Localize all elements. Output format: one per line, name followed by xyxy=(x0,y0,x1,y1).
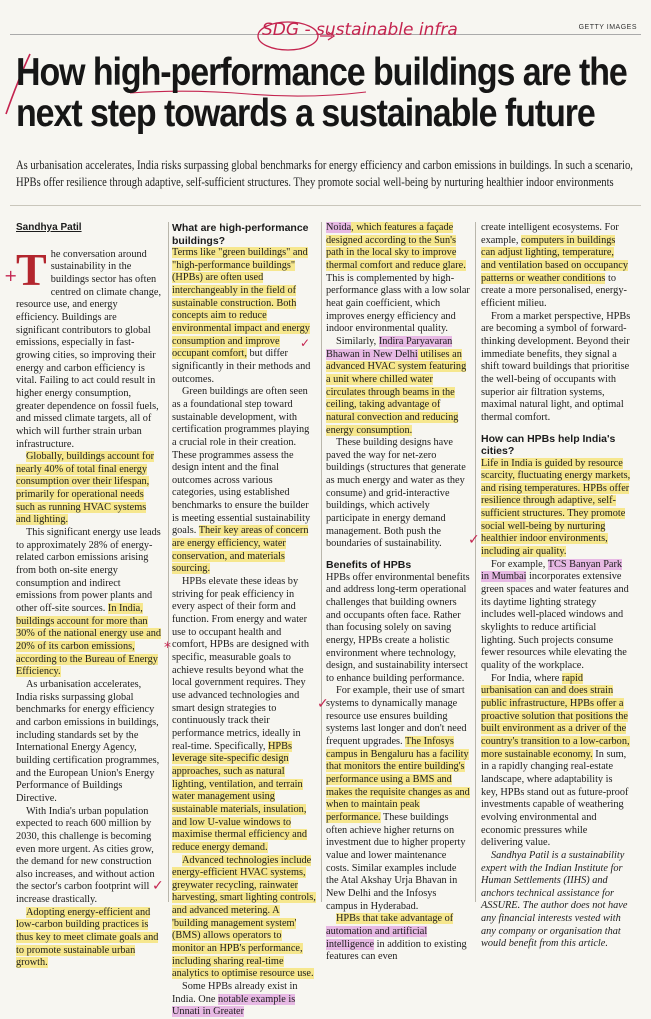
highlighted-text: TCS Banyan Park in Mumbai xyxy=(481,558,623,583)
highlighted-text: Noida xyxy=(326,222,352,233)
paragraph: As urbanisation accelerates, India risks surpassing global benchmarks for energy efficiency and carbon emissions in buildings, including standards set by the International Energy Agency, building certification programmes, and the European Union's Energy Performance of Buildings Directive. xyxy=(16,678,160,804)
handwritten-annotation xyxy=(262,20,458,40)
paragraph: Green buildings are often seen as a foundational step toward sustainable development, with certification programmes playing a crucial role in their creation. These programmes assess the design intent and the final outcomes across various categories, using established benchmarks to ensure the builder is meeting essential sustainability goals. xyxy=(172,386,311,537)
highlighted-text: notable example is Unnati in Greater xyxy=(172,993,296,1018)
highlighted-text: Both concepts aim to reduce environmental impact and energy consumption and improve occupant comfort, xyxy=(172,297,310,360)
paragraph: but differ significantly in their methods and outcomes. xyxy=(172,348,311,385)
photo-credit: GETTY IMAGES xyxy=(578,24,637,31)
highlighted-text: The Infosys campus in Bengaluru has a facility that monitors the entire building's performance using a BMS and makes the requisite changes as and when to maintain peak performance. xyxy=(326,736,470,824)
paragraph: Similarly, xyxy=(336,335,379,347)
annotation-text: SDG - sustainable infra xyxy=(262,20,458,40)
article-headline: How high-performance buildings are the next step towards a sustainable future xyxy=(16,51,627,135)
section-heading: Benefits of HPBs xyxy=(326,559,412,572)
highlighted-text: Advanced technologies include energy-efficient HVAC systems, greywater recycling, rainwater harvesting, smart lighting controls, and advanced metering. xyxy=(172,854,316,917)
section-heading: How can HPBs help India's cities? xyxy=(481,432,616,457)
highlighted-text: rapid urbanisation can and does strain public infrastructure, HPBs offer a proactive solution that positions the built environment as a driver of the country's transition to a low-carbon, more sustainable economy. xyxy=(481,672,630,760)
paragraph: HPBs elevate these ideas by striving for peak efficiency in every aspect of their form and function. From energy and water use to occupant health and comfort, HPBs are designed with specific, measurable goals to achieve results beyond what the local government requires. They use advanced technologies and smart design strategies to continuously track their performance metrics, ideally in real-time. Specifically, xyxy=(172,576,309,752)
highlighted-text: Globally, buildings account for nearly 40% of total final energy consumption over their lifespan, primarily for operational needs such as running HVAC systems and lighting. xyxy=(16,451,155,526)
margin-tick-icon: ✓ xyxy=(468,532,480,548)
drop-cap: T xyxy=(16,243,47,295)
paragraph: With India's urban population expected to reach 600 million by 2030, this challenge is becoming even more urgent. As cities grow, the demand for new construction also increases, and without action the sector's carbon footprint will increase drastically. xyxy=(16,805,155,906)
paragraph: These building designs have paved the way for net-zero buildings (structures that generate as much energy and water as they consume) and grid-interactive buildings, which actively participate in energy demand management. Both push the boundaries of sustainability. xyxy=(326,437,466,550)
highlighted-text: Indira Paryavaran Bhawan in New Delhi xyxy=(326,335,453,360)
margin-plus-icon: + xyxy=(4,266,18,285)
paragraph: From a market perspective, HPBs are becoming a symbol of forward-thinking development. Beyond their immediate benefits, they signal a shift toward buildings that prioritise the well-being of occupants with superior air filtration systems, maximal natural light, and optimal thermal comfort. xyxy=(481,310,631,423)
author-bio: Sandhya Patil is a sustainability expert with the Indian Institute for Human Settlements (IIHS) and anchors technical assistance for ASSURE. The author does not have any financial interests vested with any company or organisation that would benefit from this article. xyxy=(481,849,628,950)
column-rule xyxy=(321,222,322,902)
paragraph: For India, where xyxy=(491,672,562,684)
paragraph: HPBs offer environmental benefits and address long-term operational challenges that building owners and occupants often face. Rather than focusing solely on saving energy, HPBs create a holistic environment where technology, design, and sustainability intersect to enhance building performance. xyxy=(326,571,470,684)
margin-star-icon: * xyxy=(164,640,171,656)
paragraph: For example, their use of smart systems to dynamically manage resource use ensures building systems last longer and don't need frequent upgrades. xyxy=(326,685,467,748)
highlighted-text: In India, buildings account for more than 30% of the national energy use and 20% of its carbon emissions, according to the Bureau of Energy Efficiency. xyxy=(16,603,162,678)
highlighted-text: Life in India is guided by resource scarcity, fluctuating energy markets, and rising temperatures. HPBs offer resilience through adaptive, self-sufficient structures. They promote social well-being by nurturing healthier indoor environments, including air quality. xyxy=(481,457,631,558)
highlighted-text: utilises an advanced HVAC system featuring a unit where chilled water circulates through beams in the ceiling, taking advantage of natural convection and reducing energy consumption. xyxy=(326,348,467,436)
byline: Sandhya Patil xyxy=(16,222,82,233)
highlighted-text: Adopting energy-efficient and low-carbon building practices is thus key to meet climate goals and to promote sustainable urban growth. xyxy=(16,906,159,969)
paragraph: This significant energy use leads to approximately 28% of energy-related carbon emissions arising from both on-site energy consumption and indirect emissions from power plants and other off-site sources. xyxy=(16,527,161,615)
article-standfirst: As urbanisation accelerates, India risks surpassing global benchmarks for energy efficiency and carbon emissions in buildings. In such a scenario, HPBs offer resilience through adaptive, self-sufficient structures. They promote social well-being by nurturing healthier indoor environments xyxy=(16,158,633,189)
paragraph: For example, xyxy=(491,558,548,570)
paragraph: create intelligent ecosystems. For example, xyxy=(481,222,619,246)
paragraph: This is complemented by high-performance glass with a low solar heat gain coefficient, which improves energy efficiency and indoor environmental quality. xyxy=(326,272,470,335)
highlighted-text: A 'building management system' (BMS) allows operators to monitor an HPB's performance, including sharing real-time analytics to optimise resource use. xyxy=(172,905,314,980)
column-1 xyxy=(16,222,162,970)
paragraph: in addition to existing features can even xyxy=(326,938,467,963)
paragraph: These buildings often achieve higher returns on investment due to higher property value and lower maintenance costs. Similar examples include the Atal Akshay Urja Bhavan in New Delhi and the Infosys campus in Hyderabad. xyxy=(326,812,466,912)
highlighted-text: Terms like "green buildings" and "high-performance buildings" (HPBs) are often used interchangeably in the field of sustainable construction. xyxy=(172,247,308,309)
highlighted-text: automation and artificial intelligence xyxy=(326,925,428,950)
standfirst-divider xyxy=(10,205,641,206)
column-4 xyxy=(481,222,631,951)
margin-tick-icon: ✓ xyxy=(152,878,164,894)
highlighted-text: HPBs leverage site-specific design approaches, such as natural lighting, ventilation, and terrain water management using sustainable materials, insulation, and low U-value windows to maximise thermal efficiency and reduce energy demand. xyxy=(172,740,308,853)
column-rule xyxy=(168,222,169,902)
margin-tick-icon: ✓ xyxy=(300,336,311,350)
paragraph: to create a more personalised, energy-efficient milieu. xyxy=(481,272,627,309)
highlighted-text: , which features a façade designed according to the Sun's path in the local sky to improve thermal comfort and reduce glare. xyxy=(326,222,466,271)
highlighted-text: Their key areas of concern are energy efficiency, water conservation, and materials sourcing. xyxy=(172,525,309,575)
section-heading: What are high-performance buildings? xyxy=(172,222,309,247)
highlighted-text: HPBs that take advantage of xyxy=(336,913,454,925)
column-rule xyxy=(475,222,476,902)
margin-tick-icon: ✓ xyxy=(317,696,329,712)
paragraph: In sum, in a rapidly changing real-estate landscape, where adaptability is key, HPBs stand out as future-proof investments capable of weathering evolving environmental and economic pressures while delivering value. xyxy=(481,748,629,849)
paragraph: he conversation around sustainability in the buildings sector has often centred on climate change, resource use, and energy efficiency. Buildings are significant contributors to global emissions, especially in fast-growing cities, so improving their energy and carbon efficiency is vital. Failing to act could result in higher energy consumption, greater dependence on fossil fuels, and missed climate targets, all of which will further strain urban infrastructure. xyxy=(16,248,162,450)
paragraph: incorporates extensive green spaces and water features and its daytime lighting strategy includes well-placed windows and skylights to reduce artificial lighting. Such projects consume fewer resources while elevating the quality of the workplace. xyxy=(481,571,629,671)
column-2 xyxy=(172,222,316,1019)
paragraph: Some HPBs already exist in India. One xyxy=(172,981,298,1005)
column-3 xyxy=(326,222,470,964)
highlighted-text: computers in buildings can adjust lighting, temperature, and ventilation based on occupancy patterns or weather conditions xyxy=(481,234,628,284)
